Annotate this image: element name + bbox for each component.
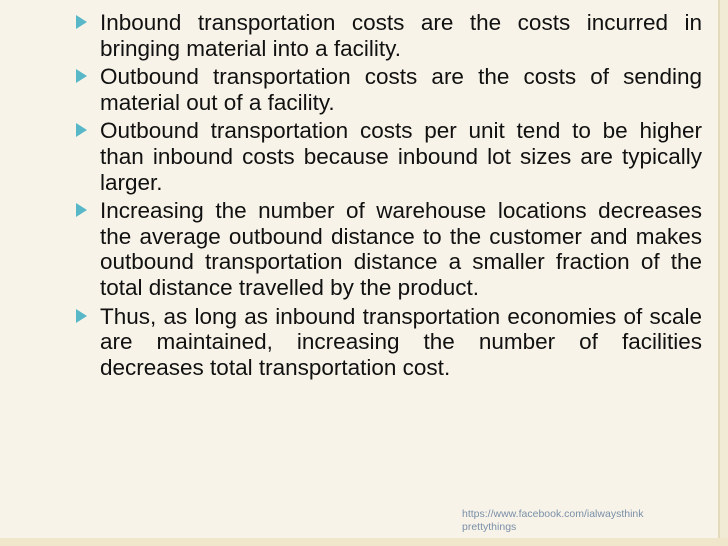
- bullet-item-economies-of-scale: [78, 304, 702, 381]
- bullet-arrow-icon: [76, 203, 87, 217]
- bullet-list: [78, 10, 702, 383]
- bullet-text: Outbound transportation costs per unit tend to be higher than inbound costs because inbound lot sizes are typically larger.: [100, 118, 702, 195]
- bullet-arrow-icon: [76, 15, 87, 29]
- source-link[interactable]: https://www.facebook.com/ialwaysthink prettythings: [462, 508, 644, 533]
- bullet-arrow-icon: [76, 69, 87, 83]
- bullet-item-warehouse-locations: [78, 198, 702, 300]
- bullet-item-outbound-costs: [78, 64, 702, 115]
- bullet-item-outbound-per-unit: [78, 118, 702, 195]
- bullet-text: Thus, as long as inbound transportation economies of scale are maintained, increasing the number of facilities decreases total transportation cost.: [100, 303, 702, 380]
- bullet-text: Outbound transportation costs are the costs of sending material out of a facility.: [100, 64, 702, 115]
- bullet-arrow-icon: [76, 309, 87, 323]
- slide-right-border: [718, 0, 728, 546]
- bullet-text: Inbound transportation costs are the costs incurred in bringing material into a facility.: [100, 10, 702, 61]
- bullet-text: Increasing the number of warehouse locations decreases the average outbound distance to the customer and makes outbound transportation distance a smaller fraction of the total distance travelled by the product.: [100, 198, 702, 300]
- bullet-arrow-icon: [76, 123, 87, 137]
- slide-bottom-band: [0, 538, 728, 546]
- bullet-item-inbound-costs: [78, 10, 702, 61]
